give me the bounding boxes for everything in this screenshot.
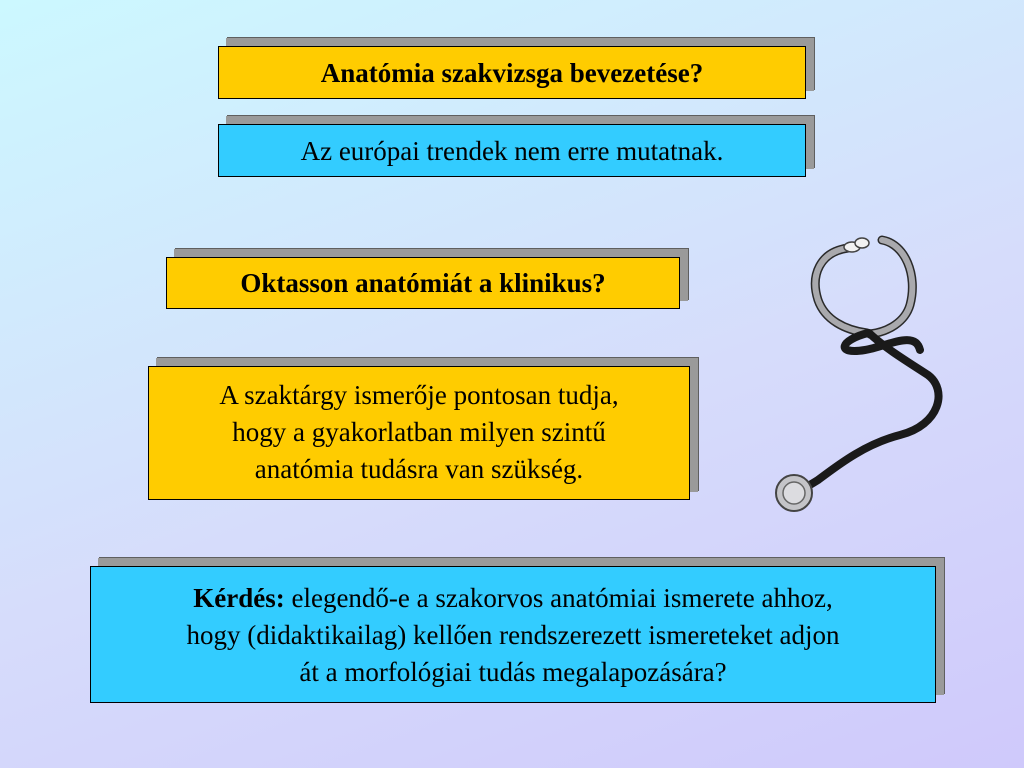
subject-expert-line-3: anatómia tudásra van szükség. [254, 454, 584, 484]
european-trends-text: Az európai trendek nem erre mutatnak. [300, 136, 724, 166]
european-trends-box [218, 124, 806, 177]
title-box-anatomy-exam [218, 46, 806, 99]
question-line-1-rest: elegendő-e a szakorvos anatómiai ismerete ahhoz, [284, 583, 833, 613]
clinician-question-text: Oktasson anatómiát a klinikus? [240, 268, 606, 298]
subject-expert-line-2: hogy a gyakorlatban milyen szintű [232, 417, 606, 447]
subject-expert-box [148, 366, 690, 500]
question-box [90, 566, 936, 703]
question-label: Kérdés: [193, 583, 285, 613]
question-line-1 [91, 580, 935, 617]
clinician-question-box [166, 257, 680, 309]
title-box-anatomy-exam-text: Anatómia szakvizsga bevezetése? [320, 58, 704, 88]
subject-expert-line-1: A szaktárgy ismerője pontosan tudja, [219, 380, 619, 410]
question-line-2: hogy (didaktikailag) kellően rendszerezett ismereteket adjon [186, 620, 840, 650]
stethoscope-icon [770, 230, 950, 520]
question-line-3: át a morfológiai tudás megalapozására? [299, 657, 727, 687]
